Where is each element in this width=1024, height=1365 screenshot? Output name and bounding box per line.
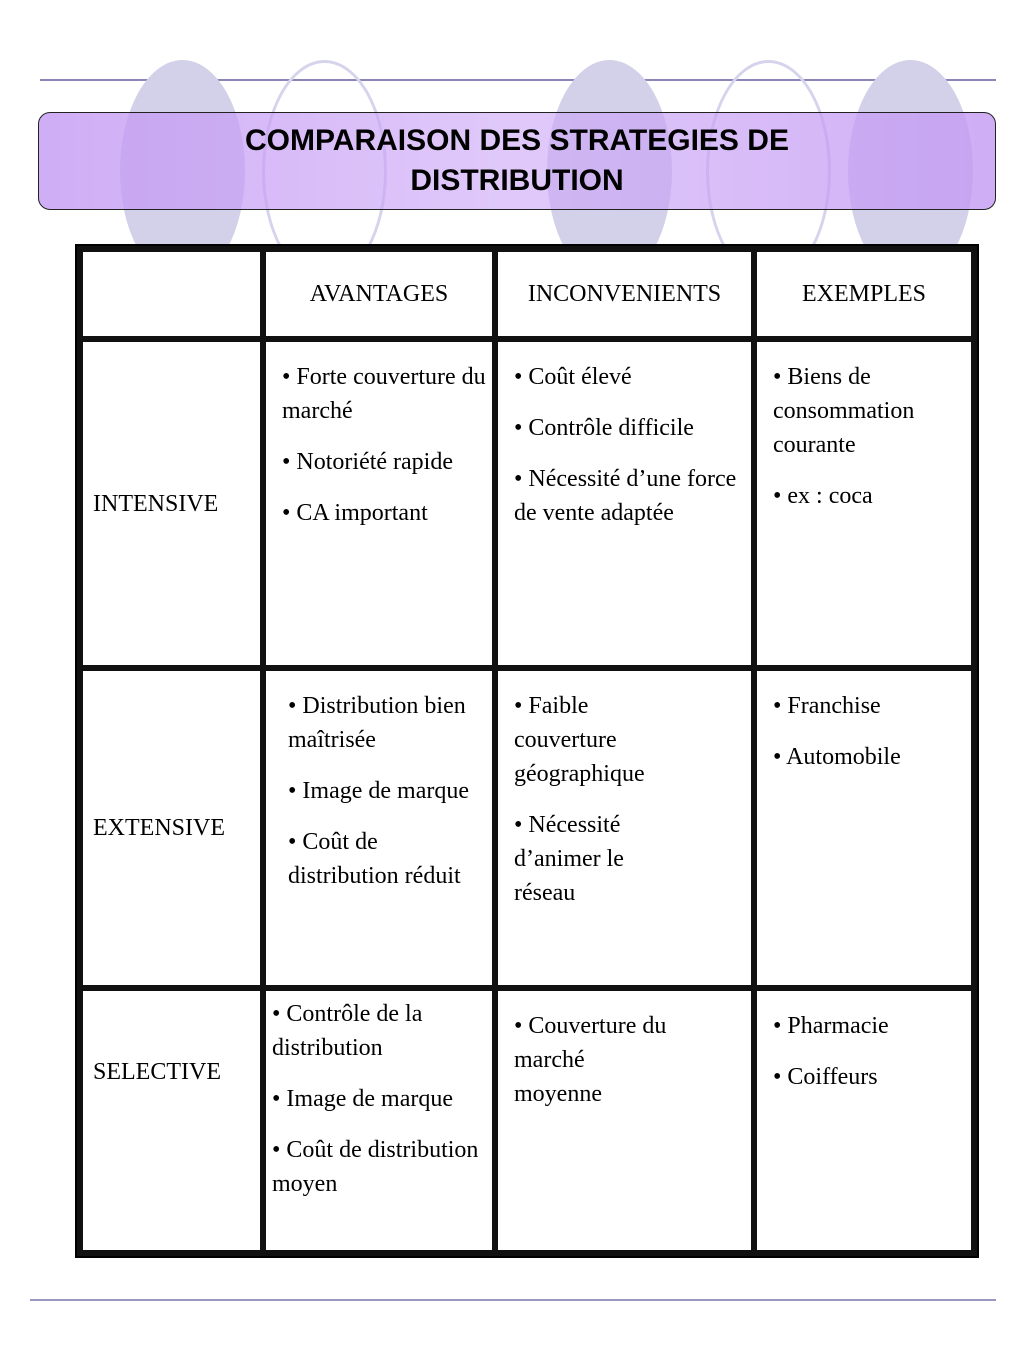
comparison-table (77, 246, 977, 1256)
list-item: • Coût élevé (514, 364, 632, 390)
header-avantages: AVANTAGES (263, 249, 495, 339)
list-item: • CA important (282, 500, 428, 526)
table-row-extensive (80, 668, 974, 988)
list-item: • Contrôle difficile (514, 415, 694, 441)
list-item: • Faible couverture géographique (514, 693, 645, 787)
cell-inconvenients (495, 988, 754, 1253)
list-item: • Pharmacie (773, 1013, 889, 1039)
header-empty-cell (80, 249, 263, 339)
table-header-row (80, 249, 974, 339)
cell-inconvenients (495, 668, 754, 988)
list-item: • ex : coca (773, 483, 873, 509)
list-item: • Contrôle de la distribution (272, 1001, 423, 1061)
bottom-rule-line (30, 1299, 996, 1301)
cell-exemples (754, 339, 974, 668)
list-item: • Couverture du marché moyenne (514, 1013, 667, 1107)
list-item: • Nécessité d’une force de vente adaptée (514, 466, 737, 526)
table-row-intensive (80, 339, 974, 668)
cell-avantages (263, 988, 495, 1253)
cell-exemples (754, 988, 974, 1253)
row-label-extensive: EXTENSIVE (80, 668, 263, 988)
list-item: • Coût de distribution moyen (272, 1137, 479, 1197)
page-title: COMPARAISON DES STRATEGIES DE DISTRIBUTION (245, 124, 789, 197)
list-item: • Notoriété rapide (282, 449, 453, 475)
list-item: • Automobile (773, 744, 901, 770)
cell-avantages (263, 339, 495, 668)
row-label-intensive: INTENSIVE (80, 339, 263, 668)
list-item: • Coiffeurs (773, 1064, 878, 1090)
list-item: • Image de marque (272, 1086, 453, 1112)
table-row-selective (80, 988, 974, 1253)
cell-exemples (754, 668, 974, 988)
list-item: • Image de marque (288, 778, 469, 804)
cell-avantages (263, 668, 495, 988)
list-item: • Forte couverture du marché (282, 364, 486, 424)
cell-inconvenients (495, 339, 754, 668)
list-item: • Distribution bien maîtrisée (288, 693, 466, 753)
row-label-selective: SELECTIVE (80, 988, 263, 1253)
header-exemples: EXEMPLES (754, 249, 974, 339)
list-item: • Franchise (773, 693, 881, 719)
list-item: • Biens de consommation courante (773, 364, 915, 458)
title-banner (38, 112, 996, 210)
list-item: • Nécessité d’animer le réseau (514, 812, 624, 906)
list-item: • Coût de distribution réduit (288, 829, 461, 889)
header-inconvenients: INCONVENIENTS (495, 249, 754, 339)
